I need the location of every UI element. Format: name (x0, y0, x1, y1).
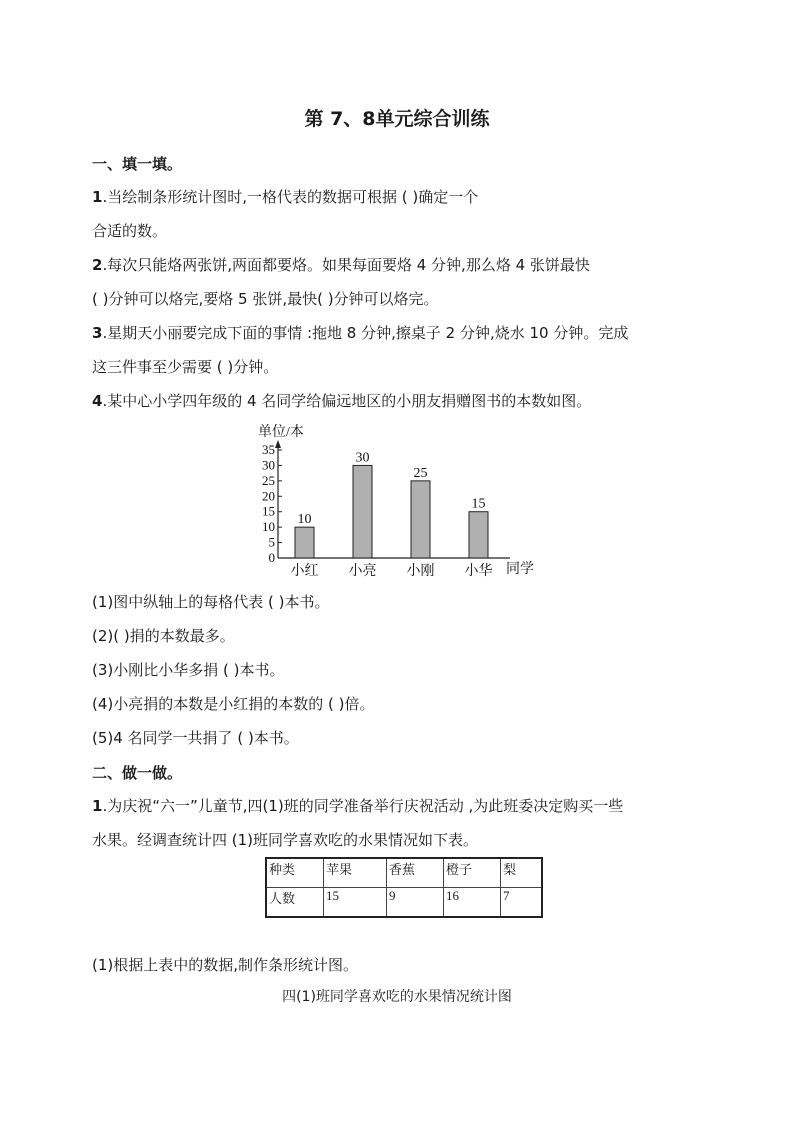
table-cell: 橙子 (444, 858, 501, 888)
question-3-line-2: 这三件事至少需要 ( )分钟。 (92, 358, 279, 376)
question-1-text: .当绘制条形统计图时,一格代表的数据可根据 ( )确定一个 (102, 188, 479, 206)
y-tick-label: 30 (262, 457, 275, 473)
question-2-text: .每次只能烙两张饼,两面都要烙。如果每面要烙 4 分钟,那么烙 4 张饼最快 (102, 256, 590, 274)
section-two-question-1-number: 1 (92, 797, 103, 815)
y-axis-arrow (275, 440, 281, 448)
table-cell: 15 (324, 888, 387, 918)
table-cell: 种类 (266, 858, 324, 888)
fruit-preference-table (265, 857, 543, 918)
bar-data-label: 25 (413, 465, 428, 481)
chart-ylabel: 单位/本 (258, 425, 304, 440)
table-cell: 香蕉 (387, 858, 444, 888)
bar-3 (411, 481, 430, 558)
y-tick-label: 35 (262, 442, 275, 457)
question-3-text: .星期天小丽要完成下面的事情 :拖地 8 分钟,擦桌子 2 分钟,烧水 10 分钟。完成 (102, 324, 629, 342)
bar-data-label: 10 (297, 512, 312, 528)
chart-xlabel: 同学 (506, 562, 534, 577)
bar-2 (353, 465, 372, 558)
question-4-number: 4 (92, 392, 103, 410)
y-tick-label: 5 (268, 534, 275, 550)
fruit-chart-caption: 四(1)班同学喜欢吃的水果情况统计图 (282, 989, 512, 1005)
question-4-sub-3: (3)小刚比小华多捐 ( )本书。 (92, 661, 285, 679)
table-cell: 7 (501, 888, 543, 918)
section-one-heading: 一、填一填。 (92, 155, 183, 173)
question-1-line-1 (92, 186, 478, 207)
section-two-question-1-line-1 (92, 795, 623, 816)
category-label: 小华 (464, 564, 493, 579)
question-4-sub-2: (2)( )捐的本数最多。 (92, 627, 235, 645)
section-two-heading: 二、做一做。 (92, 764, 183, 782)
table-cell: 苹果 (324, 858, 387, 888)
table-cell: 梨 (501, 858, 543, 888)
section-two-sub-1: (1)根据上表中的数据,制作条形统计图。 (92, 956, 359, 974)
book-donation-bar-chart (250, 418, 550, 580)
question-1-number: 1 (92, 188, 103, 206)
y-tick-label: 0 (268, 550, 275, 565)
question-4-line-1 (92, 390, 591, 411)
y-tick-label: 10 (262, 519, 275, 535)
question-2-line-2: ( )分钟可以烙完,要烙 5 张饼,最快( )分钟可以烙完。 (92, 290, 439, 308)
bar-4 (469, 512, 488, 558)
question-4-text: .某中心小学四年级的 4 名同学给偏远地区的小朋友捐赠图书的本数如图。 (102, 392, 592, 410)
y-tick-label: 15 (262, 503, 275, 519)
section-two-question-1-text: .为庆祝“六一”儿童节,四(1)班的同学准备举行庆祝活动 ,为此班委决定购买一些 (102, 797, 624, 815)
question-2-line-1 (92, 254, 590, 275)
category-label: 小刚 (406, 564, 435, 579)
bar-1 (295, 527, 314, 558)
question-2-number: 2 (92, 256, 103, 274)
table-header-row (266, 858, 542, 888)
question-4-sub-5: (5)4 名同学一共捐了 ( )本书。 (92, 729, 299, 747)
section-two-question-1-line-2: 水果。经调查统计四 (1)班同学喜欢吃的水果情况如下表。 (92, 831, 479, 849)
question-3-number: 3 (92, 324, 103, 342)
category-label: 小红 (290, 564, 319, 579)
table-row (266, 888, 542, 918)
question-4-sub-4: (4)小亮捐的本数是小红捐的本数的 ( )倍。 (92, 695, 375, 713)
y-tick-label: 25 (262, 472, 275, 488)
table-cell: 人数 (266, 888, 324, 918)
question-1-line-2: 合适的数。 (92, 222, 168, 240)
question-4-sub-1: (1)图中纵轴上的每格代表 ( )本书。 (92, 593, 330, 611)
table-cell: 9 (387, 888, 444, 918)
y-tick-label: 20 (262, 488, 275, 504)
question-3-line-1 (92, 322, 628, 343)
table-cell: 16 (444, 888, 501, 918)
bar-data-label: 30 (355, 450, 370, 466)
category-label: 小亮 (348, 564, 377, 579)
bar-data-label: 15 (471, 496, 486, 512)
page-title: 第 7、8单元综合训练 (304, 108, 490, 130)
